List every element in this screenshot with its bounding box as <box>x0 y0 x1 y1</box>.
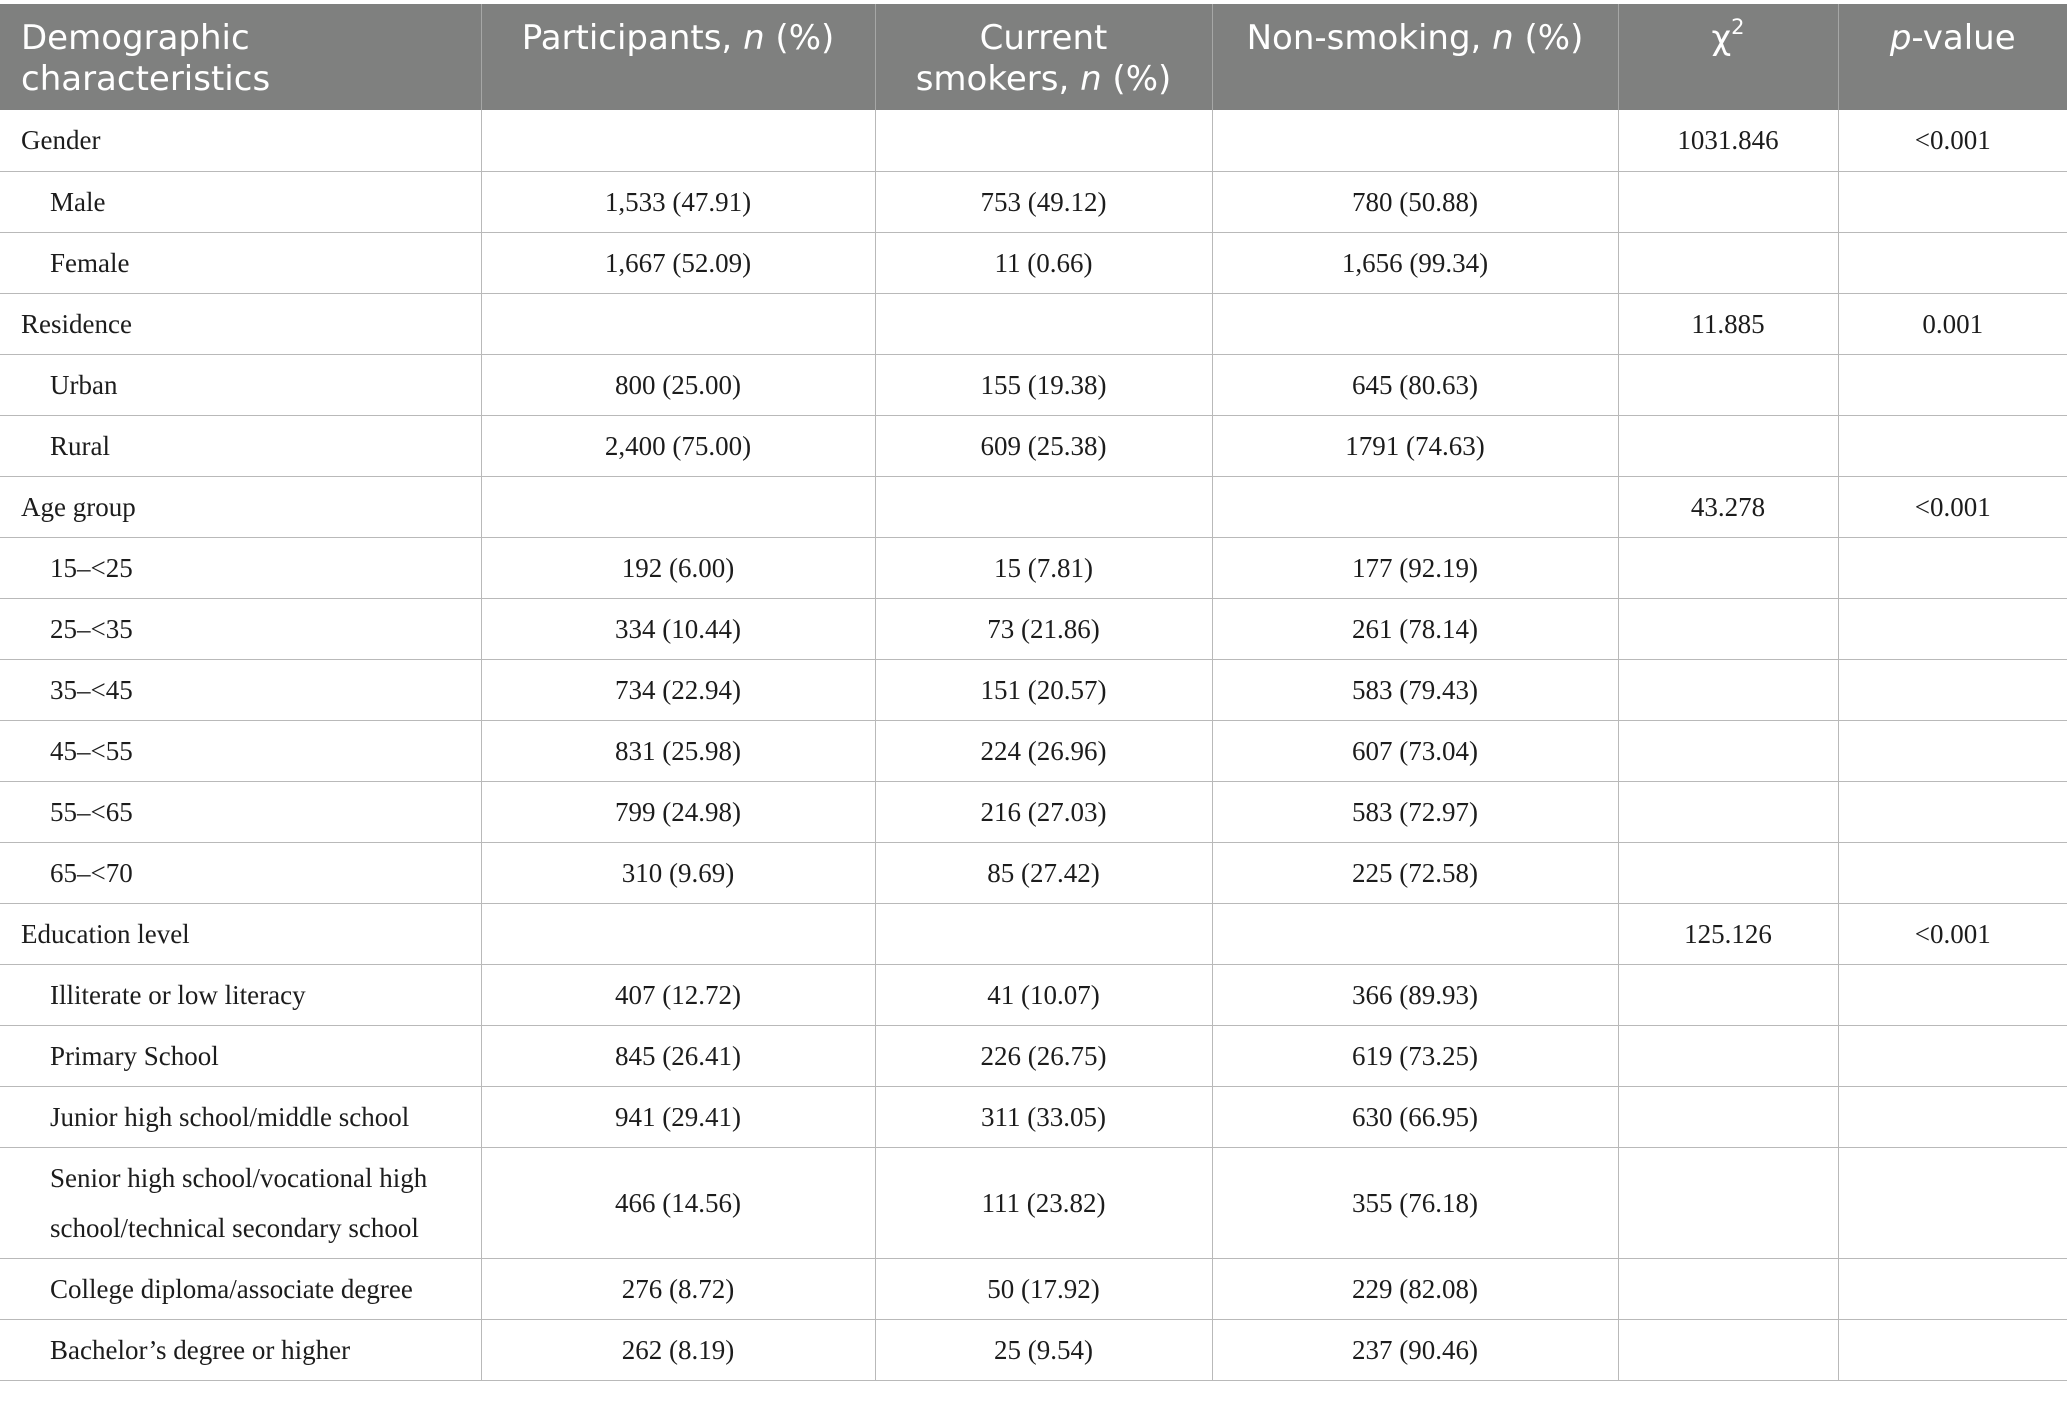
table-row <box>0 842 2067 903</box>
cell-chi2 <box>1618 232 1838 293</box>
cell-participants: 310 (9.69) <box>481 842 875 903</box>
cell-participants <box>481 293 875 354</box>
cell-label: 15–<25 <box>0 537 481 598</box>
cell-chi2: 43.278 <box>1618 476 1838 537</box>
cell-participants: 192 (6.00) <box>481 537 875 598</box>
header-demographic-label: Demographic characteristics <box>21 18 271 99</box>
cell-participants: 831 (25.98) <box>481 720 875 781</box>
cell-label: College diploma/associate degree <box>0 1258 481 1319</box>
header-chi-square <box>1618 4 1838 110</box>
cell-label: Age group <box>0 476 481 537</box>
cell-nonsmoking <box>1212 110 1618 171</box>
cell-p-value: 0.001 <box>1838 293 2067 354</box>
cell-smokers: 25 (9.54) <box>875 1319 1212 1380</box>
cell-p-value <box>1838 720 2067 781</box>
cell-participants: 334 (10.44) <box>481 598 875 659</box>
header-chi-superscript: 2 <box>1731 15 1745 39</box>
cell-smokers: 155 (19.38) <box>875 354 1212 415</box>
table-row <box>0 1025 2067 1086</box>
cell-nonsmoking: 177 (92.19) <box>1212 537 1618 598</box>
cell-p-value <box>1838 232 2067 293</box>
cell-participants: 845 (26.41) <box>481 1025 875 1086</box>
cell-participants <box>481 476 875 537</box>
cell-label: Bachelor’s degree or higher <box>0 1319 481 1380</box>
cell-chi2 <box>1618 781 1838 842</box>
cell-smokers: 85 (27.42) <box>875 842 1212 903</box>
cell-smokers: 226 (26.75) <box>875 1025 1212 1086</box>
header-smokers-tail: (%) <box>1101 59 1172 99</box>
cell-nonsmoking: 607 (73.04) <box>1212 720 1618 781</box>
cell-nonsmoking: 583 (79.43) <box>1212 659 1618 720</box>
demographics-table-container <box>0 4 2067 1381</box>
cell-smokers <box>875 110 1212 171</box>
demographics-table <box>0 4 2067 1381</box>
cell-label: Senior high school/vocational high school/technical secondary school <box>0 1147 481 1258</box>
cell-chi2 <box>1618 720 1838 781</box>
cell-label: Rural <box>0 415 481 476</box>
cell-p-value <box>1838 537 2067 598</box>
cell-participants: 734 (22.94) <box>481 659 875 720</box>
header-p-tail: -value <box>1911 18 2016 58</box>
header-nonsmoking-text: Non-smoking, <box>1246 18 1493 58</box>
cell-smokers: 15 (7.81) <box>875 537 1212 598</box>
cell-smokers: 50 (17.92) <box>875 1258 1212 1319</box>
cell-label: 55–<65 <box>0 781 481 842</box>
cell-chi2 <box>1618 415 1838 476</box>
cell-label: 65–<70 <box>0 842 481 903</box>
cell-chi2 <box>1618 1319 1838 1380</box>
header-smokers-n: n <box>1080 59 1102 99</box>
header-smokers-text: Current smokers, <box>915 18 1108 99</box>
cell-label: Urban <box>0 354 481 415</box>
table-row <box>0 1147 2067 1258</box>
cell-smokers <box>875 293 1212 354</box>
cell-label: 25–<35 <box>0 598 481 659</box>
cell-smokers: 311 (33.05) <box>875 1086 1212 1147</box>
cell-smokers: 73 (21.86) <box>875 598 1212 659</box>
cell-participants: 276 (8.72) <box>481 1258 875 1319</box>
cell-label: 45–<55 <box>0 720 481 781</box>
cell-smokers: 753 (49.12) <box>875 171 1212 232</box>
cell-chi2 <box>1618 842 1838 903</box>
cell-nonsmoking: 1791 (74.63) <box>1212 415 1618 476</box>
cell-participants: 407 (12.72) <box>481 964 875 1025</box>
cell-chi2 <box>1618 354 1838 415</box>
cell-participants: 1,533 (47.91) <box>481 171 875 232</box>
cell-chi2 <box>1618 659 1838 720</box>
cell-p-value <box>1838 781 2067 842</box>
table-row <box>0 659 2067 720</box>
cell-smokers: 41 (10.07) <box>875 964 1212 1025</box>
table-row <box>0 1319 2067 1380</box>
cell-nonsmoking: 225 (72.58) <box>1212 842 1618 903</box>
cell-p-value <box>1838 1258 2067 1319</box>
table-body <box>0 110 2067 1380</box>
cell-p-value <box>1838 171 2067 232</box>
cell-chi2 <box>1618 1025 1838 1086</box>
cell-smokers: 111 (23.82) <box>875 1147 1212 1258</box>
cell-nonsmoking <box>1212 476 1618 537</box>
cell-label: Gender <box>0 110 481 171</box>
table-row <box>0 781 2067 842</box>
cell-smokers <box>875 903 1212 964</box>
cell-nonsmoking: 645 (80.63) <box>1212 354 1618 415</box>
cell-smokers: 11 (0.66) <box>875 232 1212 293</box>
cell-label: Illiterate or low literacy <box>0 964 481 1025</box>
table-row <box>0 415 2067 476</box>
cell-smokers: 609 (25.38) <box>875 415 1212 476</box>
header-participants-tail: (%) <box>764 18 835 58</box>
cell-nonsmoking: 355 (76.18) <box>1212 1147 1618 1258</box>
cell-p-value <box>1838 1319 2067 1380</box>
header-non-smoking <box>1212 4 1618 110</box>
cell-nonsmoking: 366 (89.93) <box>1212 964 1618 1025</box>
cell-p-value <box>1838 354 2067 415</box>
cell-p-value <box>1838 659 2067 720</box>
cell-nonsmoking: 619 (73.25) <box>1212 1025 1618 1086</box>
header-current-smokers <box>875 4 1212 110</box>
cell-p-value <box>1838 1025 2067 1086</box>
cell-smokers <box>875 476 1212 537</box>
cell-participants: 1,667 (52.09) <box>481 232 875 293</box>
cell-p-value <box>1838 598 2067 659</box>
cell-label: 35–<45 <box>0 659 481 720</box>
cell-nonsmoking: 630 (66.95) <box>1212 1086 1618 1147</box>
cell-chi2 <box>1618 964 1838 1025</box>
cell-label: Junior high school/middle school <box>0 1086 481 1147</box>
cell-p-value: <0.001 <box>1838 110 2067 171</box>
cell-label: Male <box>0 171 481 232</box>
cell-chi2 <box>1618 1147 1838 1258</box>
cell-smokers: 216 (27.03) <box>875 781 1212 842</box>
cell-smokers: 151 (20.57) <box>875 659 1212 720</box>
cell-p-value: <0.001 <box>1838 903 2067 964</box>
cell-participants: 941 (29.41) <box>481 1086 875 1147</box>
header-nonsmoking-tail: (%) <box>1513 18 1584 58</box>
cell-nonsmoking <box>1212 903 1618 964</box>
header-participants-n: n <box>743 18 765 58</box>
cell-label: Education level <box>0 903 481 964</box>
cell-participants: 800 (25.00) <box>481 354 875 415</box>
header-p-value <box>1838 4 2067 110</box>
table-row-category <box>0 476 2067 537</box>
header-chi-symbol: χ <box>1711 18 1732 58</box>
table-row-category <box>0 903 2067 964</box>
cell-chi2: 1031.846 <box>1618 110 1838 171</box>
cell-p-value <box>1838 1086 2067 1147</box>
cell-chi2 <box>1618 1086 1838 1147</box>
cell-participants <box>481 110 875 171</box>
table-row <box>0 537 2067 598</box>
table-row <box>0 171 2067 232</box>
cell-participants: 799 (24.98) <box>481 781 875 842</box>
cell-p-value <box>1838 842 2067 903</box>
cell-nonsmoking: 229 (82.08) <box>1212 1258 1618 1319</box>
cell-label: Primary School <box>0 1025 481 1086</box>
cell-nonsmoking: 261 (78.14) <box>1212 598 1618 659</box>
cell-chi2: 11.885 <box>1618 293 1838 354</box>
cell-chi2 <box>1618 1258 1838 1319</box>
table-row <box>0 598 2067 659</box>
cell-label: Residence <box>0 293 481 354</box>
table-header <box>0 4 2067 110</box>
cell-participants: 262 (8.19) <box>481 1319 875 1380</box>
cell-chi2: 125.126 <box>1618 903 1838 964</box>
table-row-category <box>0 293 2067 354</box>
cell-chi2 <box>1618 537 1838 598</box>
cell-participants <box>481 903 875 964</box>
header-demographic-characteristics <box>0 4 481 110</box>
header-nonsmoking-n: n <box>1492 18 1514 58</box>
header-p-italic: p <box>1889 18 1912 58</box>
table-row <box>0 1086 2067 1147</box>
cell-p-value <box>1838 1147 2067 1258</box>
cell-smokers: 224 (26.96) <box>875 720 1212 781</box>
cell-p-value <box>1838 964 2067 1025</box>
cell-participants: 2,400 (75.00) <box>481 415 875 476</box>
table-row <box>0 354 2067 415</box>
cell-chi2 <box>1618 598 1838 659</box>
table-row <box>0 964 2067 1025</box>
cell-p-value <box>1838 415 2067 476</box>
cell-nonsmoking <box>1212 293 1618 354</box>
header-row <box>0 4 2067 110</box>
table-row-category <box>0 110 2067 171</box>
table-row <box>0 232 2067 293</box>
cell-nonsmoking: 583 (72.97) <box>1212 781 1618 842</box>
header-participants <box>481 4 875 110</box>
cell-nonsmoking: 237 (90.46) <box>1212 1319 1618 1380</box>
cell-nonsmoking: 1,656 (99.34) <box>1212 232 1618 293</box>
cell-label: Female <box>0 232 481 293</box>
table-row <box>0 1258 2067 1319</box>
cell-p-value: <0.001 <box>1838 476 2067 537</box>
header-participants-text: Participants, <box>521 18 744 58</box>
cell-nonsmoking: 780 (50.88) <box>1212 171 1618 232</box>
table-row <box>0 720 2067 781</box>
cell-chi2 <box>1618 171 1838 232</box>
cell-participants: 466 (14.56) <box>481 1147 875 1258</box>
